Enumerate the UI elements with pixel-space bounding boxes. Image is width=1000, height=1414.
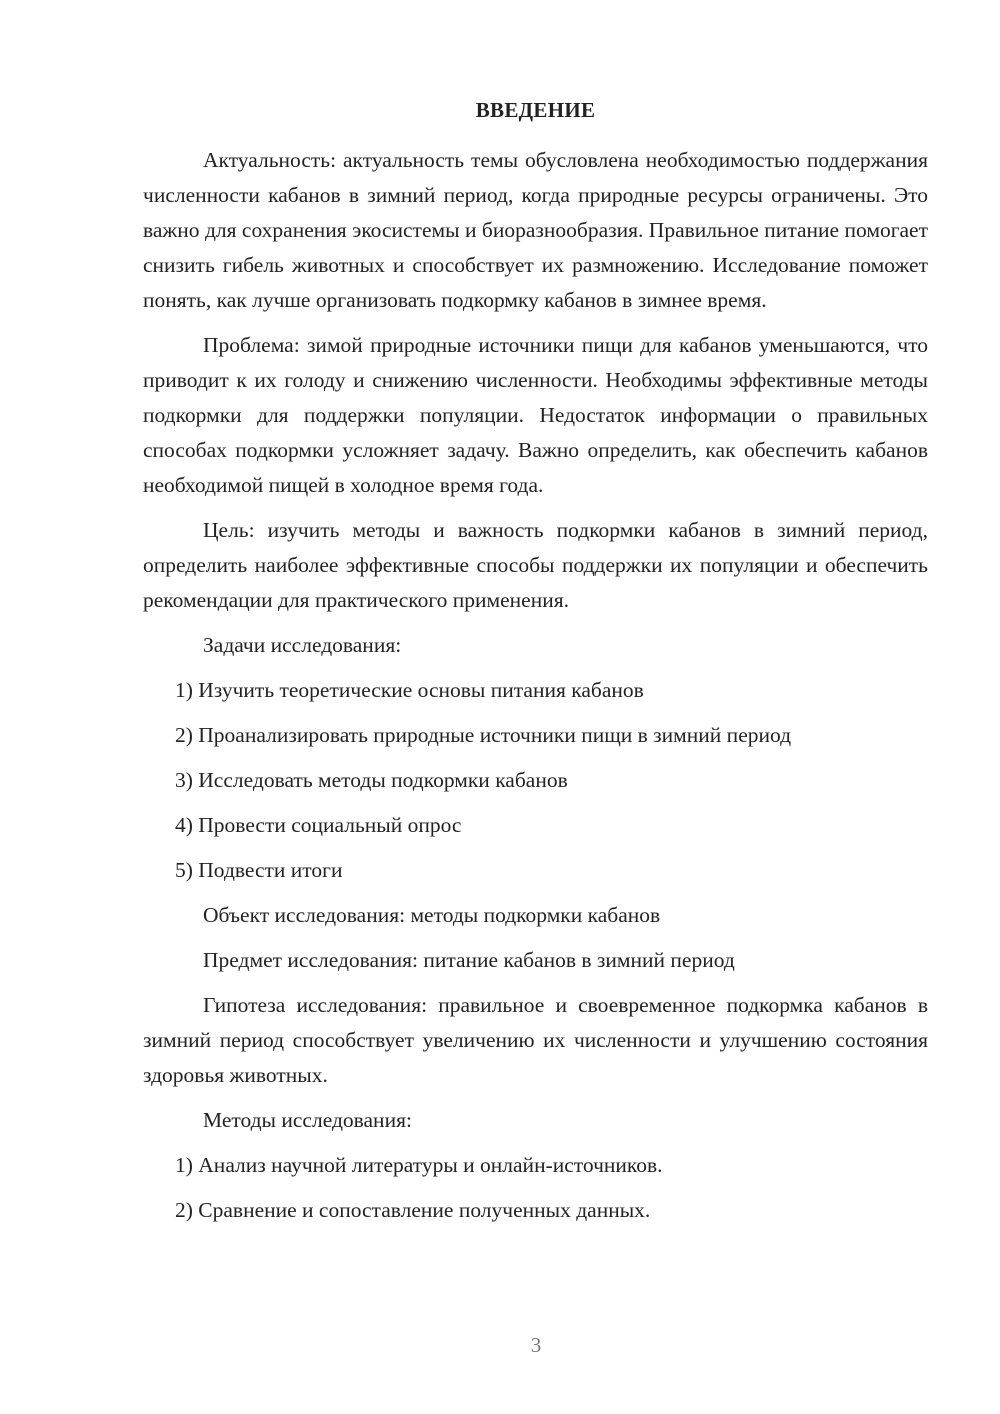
methods-list [143, 1148, 928, 1228]
page-number: 3 [530, 1333, 542, 1357]
methods-heading: Методы исследования: [203, 1108, 412, 1132]
problem-paragraph: Проблема: зимой природные источники пищи для кабанов уменьшаются, что приводит к их голоду и снижению численности. Необходимы эффективные методы подкормки для поддержки популяции. Недостаток информации о правильных способах подкормки усложняет задачу. Важно определить, как обеспечить кабанов необходимой пищей в холодное время года. [143, 333, 928, 497]
list-item: 2) Сравнение и сопоставление полученных данных. [175, 1198, 651, 1222]
document-page [143, 95, 928, 1238]
list-item: 5) Подвести итоги [175, 858, 343, 882]
list-item: 3) Исследовать методы подкормки кабанов [175, 768, 568, 792]
relevance-paragraph: Актуальность: актуальность темы обусловлена необходимостью поддержания численности кабанов в зимний период, когда природные ресурсы ограничены. Это важно для сохранения экосистемы и биоразнообразия. Правильное питание помогает снизить гибель животных и способствует их размножению. Исследование поможет понять, как лучше организовать подкормку кабанов в зимнее время. [143, 148, 928, 312]
tasks-list [143, 673, 928, 888]
goal-paragraph: Цель: изучить методы и важность подкормки кабанов в зимний период, определить наиболее эффективные способы поддержки их популяции и обеспечить рекомендации для практического применения. [143, 518, 928, 612]
list-item: 4) Провести социальный опрос [175, 813, 462, 837]
hypothesis-paragraph: Гипотеза исследования: правильное и своевременное подкормка кабанов в зимний период способствует увеличению их численности и улучшению состояния здоровья животных. [143, 993, 928, 1087]
list-item: 2) Проанализировать природные источники пищи в зимний период [175, 723, 792, 747]
list-item: 1) Анализ научной литературы и онлайн-источников. [175, 1153, 663, 1177]
object-line: Объект исследования: методы подкормки кабанов [203, 903, 661, 927]
tasks-heading: Задачи исследования: [203, 633, 402, 657]
page-title: ВВЕДЕНИЕ [475, 98, 596, 122]
list-item: 1) Изучить теоретические основы питания кабанов [175, 678, 644, 702]
subject-line: Предмет исследования: питание кабанов в зимний период [203, 948, 735, 972]
